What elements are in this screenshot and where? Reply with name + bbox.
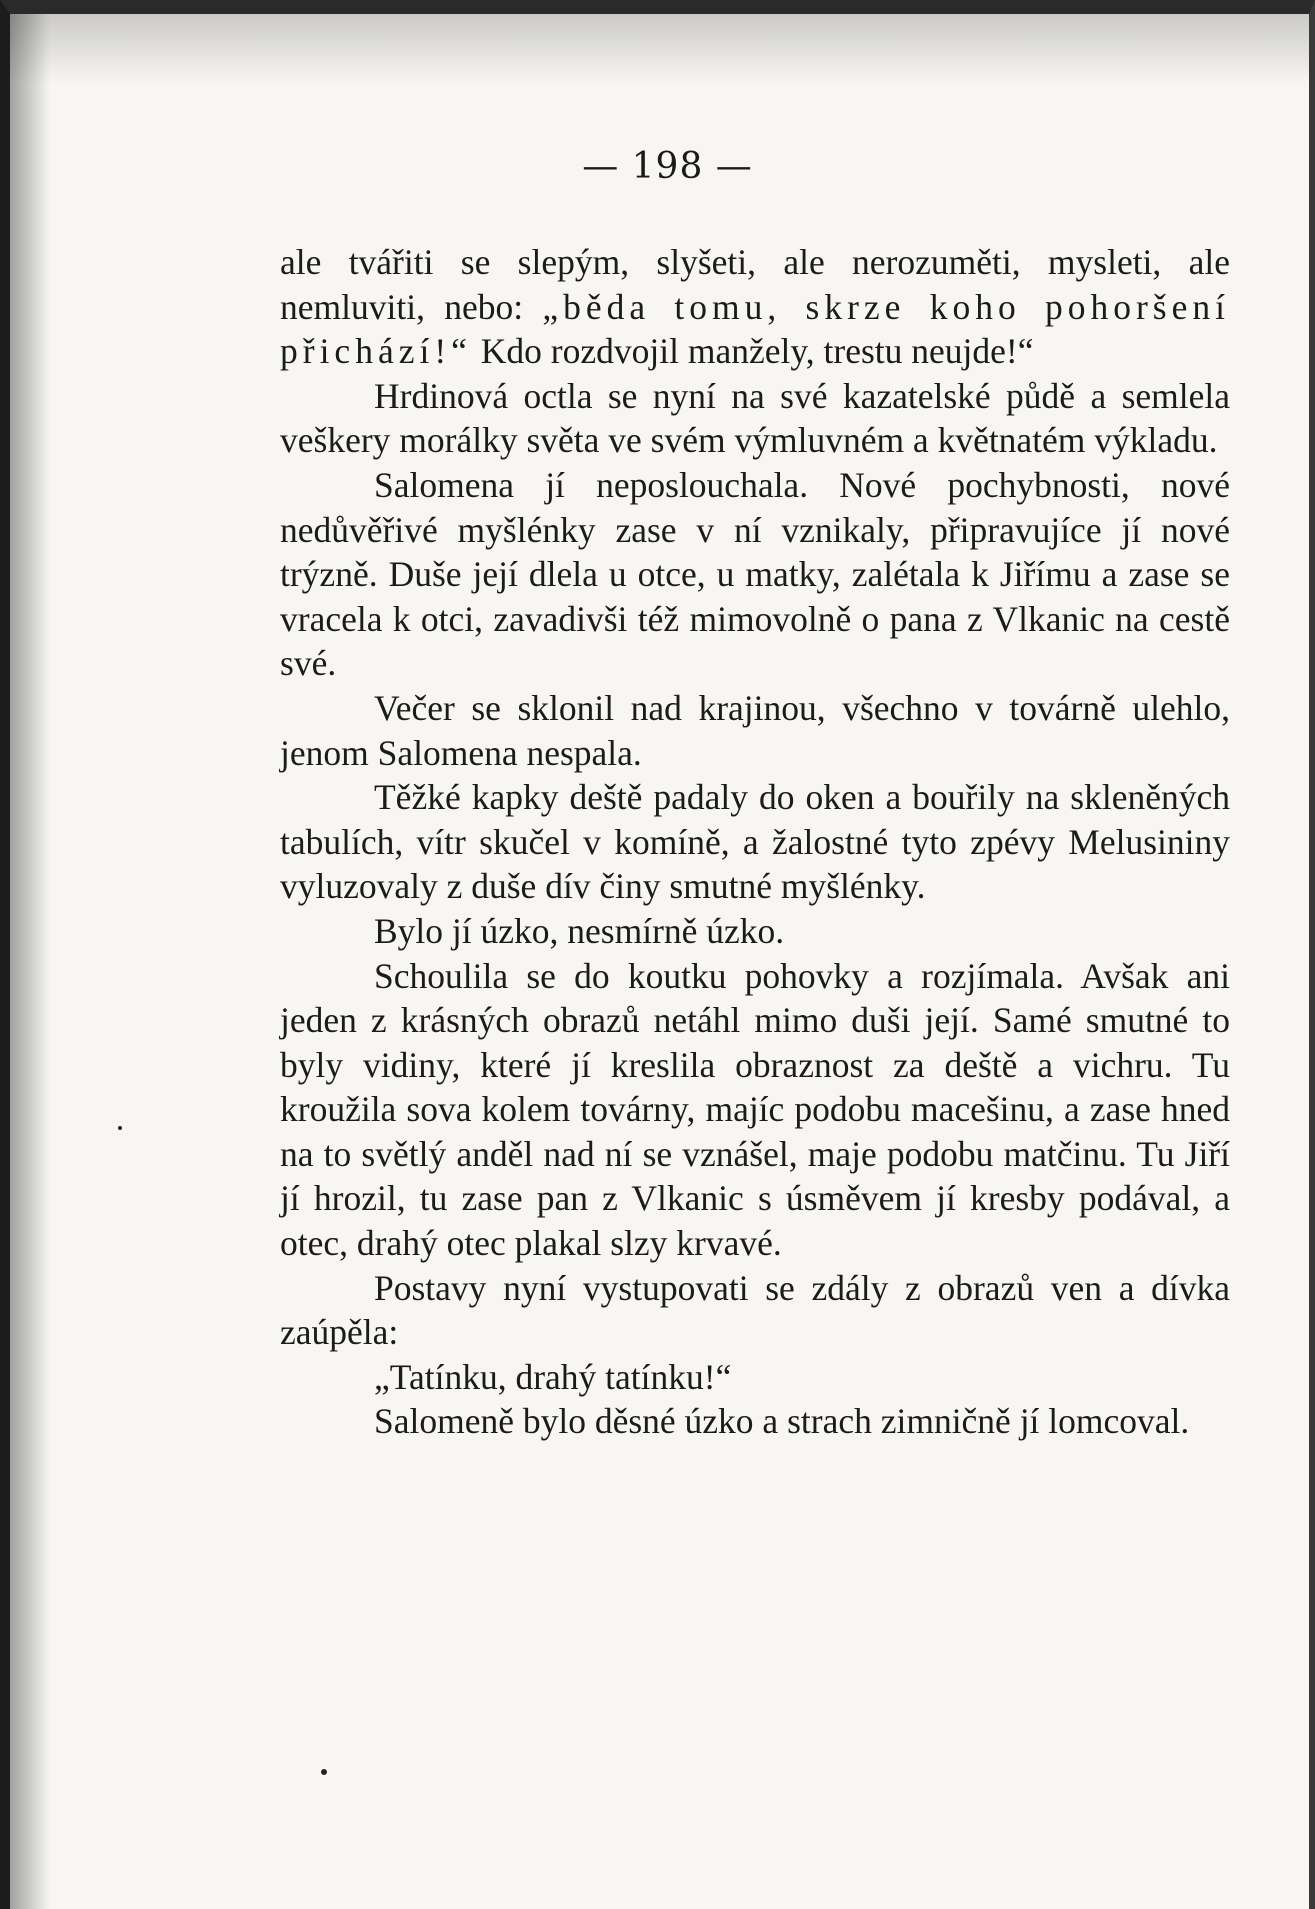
paragraph-5: Těžké kapky deště padaly do oken a bouřily na skleněných tabulích, vítr skučel v komíně, a žalostné tyto zpévy Melusininy vyluzovaly z duše dív činy smutné myšlénky.	[280, 777, 1230, 907]
quotation-spaced: „běda tomu, skrze koho pohoršení přichází!“	[280, 286, 1230, 372]
body-text	[280, 240, 1230, 1444]
page-number: — 198 —	[582, 146, 753, 187]
paragraph-1-lead: ale tvářiti se slepým, slyšeti, ale nerozuměti, mysleti, ale nemluviti, nebo:	[280, 242, 1230, 327]
top-edge-shadow	[10, 14, 1309, 84]
paragraph-7: Schoulila se do koutku pohovky a rozjímala. Avšak ani jeden z krásných obrazů netáhl mimo duši její. Samé smutné to byly vidiny, které jí kreslila obraznost za deště a vichru. Tu kroužila sova kolem továrny, majíc podobu macešinu, a zase hned na to světlý anděl nad ní se vznášel, maje podobu matčinu. Tu Jiří jí hrozil, tu zase pan z Vlkanic s úsměvem jí kresby podával, a otec, drahý otec plakal slzy krvavé.	[280, 955, 1230, 1264]
binding-shadow	[10, 14, 50, 1909]
paragraph-4: Večer se sklonil nad krajinou, všechno v továrně ulehlo, jenom Salomena nespala.	[280, 687, 1230, 773]
paragraph-3: Salomena jí neposlouchala. Nové pochybnosti, nové nedůvěřivé myšlénky zase v ní vznikaly, připravujíce jí nové trýzně. Duše její dlela u otce, u matky, zalétala k Jiřímu a zase se vracela k otci, zavadivši též mimovolně o pana z Vlkanic na cestě své.	[280, 464, 1230, 684]
ink-speck	[321, 1769, 327, 1775]
paragraph-1-tail: Kdo rozdvojil manžely, trestu neujde!“	[471, 331, 1034, 372]
paragraph-9: „Tatínku, drahý tatínku!“	[374, 1356, 732, 1397]
ink-speck	[118, 1126, 122, 1130]
paragraph-1	[280, 240, 1230, 374]
paragraph-6: Bylo jí úzko, nesmírně úzko.	[374, 910, 785, 951]
paragraph-10: Salomeně bylo děsné úzko a strach zimničně jí lomcoval.	[374, 1401, 1190, 1442]
paragraph-2: Hrdinová octla se nyní na své kazatelské půdě a semlela veškery morálky světa ve svém výmluvném a květnatém výkladu.	[280, 375, 1230, 461]
paragraph-8: Postavy nyní vystupovati se zdály z obrazů ven a dívka zaúpěla:	[280, 1267, 1230, 1353]
